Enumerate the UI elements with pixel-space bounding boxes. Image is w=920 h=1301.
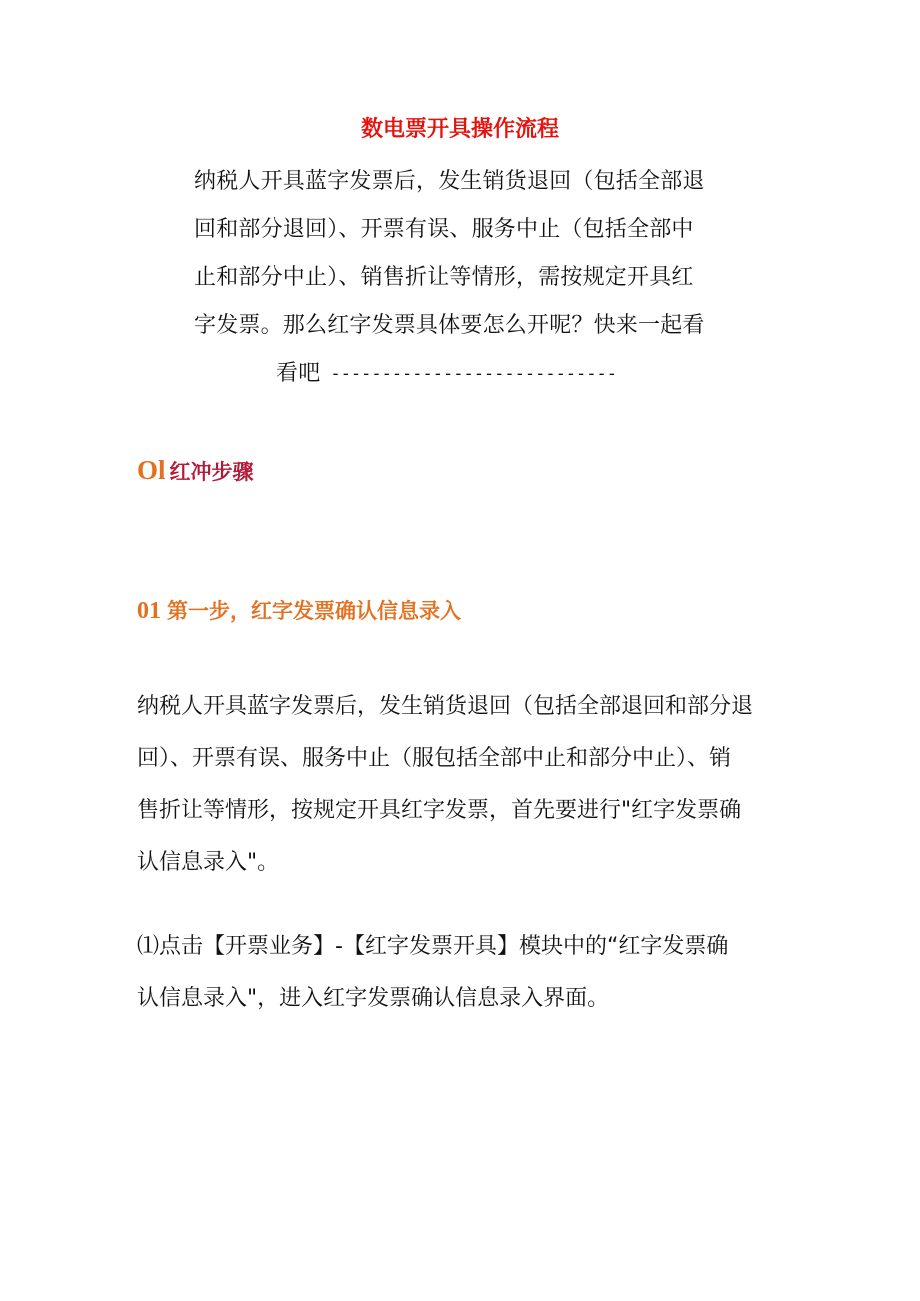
body-paragraph-1 [137,687,797,895]
body-paragraph-2 [137,927,797,1031]
intro-paragraph [194,162,734,402]
intro-line-text: 看吧 [276,361,321,386]
paragraph-line: 回）、开票有误、服务中止（服包括全部中止和部分中止）、销 [137,746,732,771]
paragraph-line: 认信息录入"，进入红字发票确认信息录入界面。 [137,986,610,1011]
intro-line: 回和部分退回）、开票有误、服务中止（包括全部中 [194,217,694,242]
paragraph-line: 售折让等情形，按规定开具红字发票，首先要进行"红字发票确 [137,798,742,823]
section-number: Ol [137,455,166,485]
step-title: 第一步，红字发票确认信息录入 [167,599,461,623]
document-title: 数电票开具操作流程 [360,117,559,142]
intro-line: 字发票。那么红字发票具体要怎么开呢？快来一起看 [194,313,705,338]
intro-line: 纳税人开具蓝字发票后，发生销货退回（包括全部退 [194,169,705,194]
step-heading [137,591,461,633]
step-number: 01 [137,598,161,624]
dashed-separator: ---------------------------- [330,364,617,384]
intro-line: 止和部分中止）、销售折让等情形，需按规定开具红 [194,265,694,290]
section-heading [137,450,254,494]
paragraph-line: 纳税人开具蓝字发票后，发生销货退回（包括全部退回和部分退 [137,694,754,719]
paragraph-line: 认信息录入"。 [137,850,280,875]
section-title: 红冲步骤 [169,460,254,484]
intro-line-last [194,354,734,402]
paragraph-line: ⑴点击【开票业务】-【红字发票开具】模块中的“红字发票确 [137,934,729,959]
